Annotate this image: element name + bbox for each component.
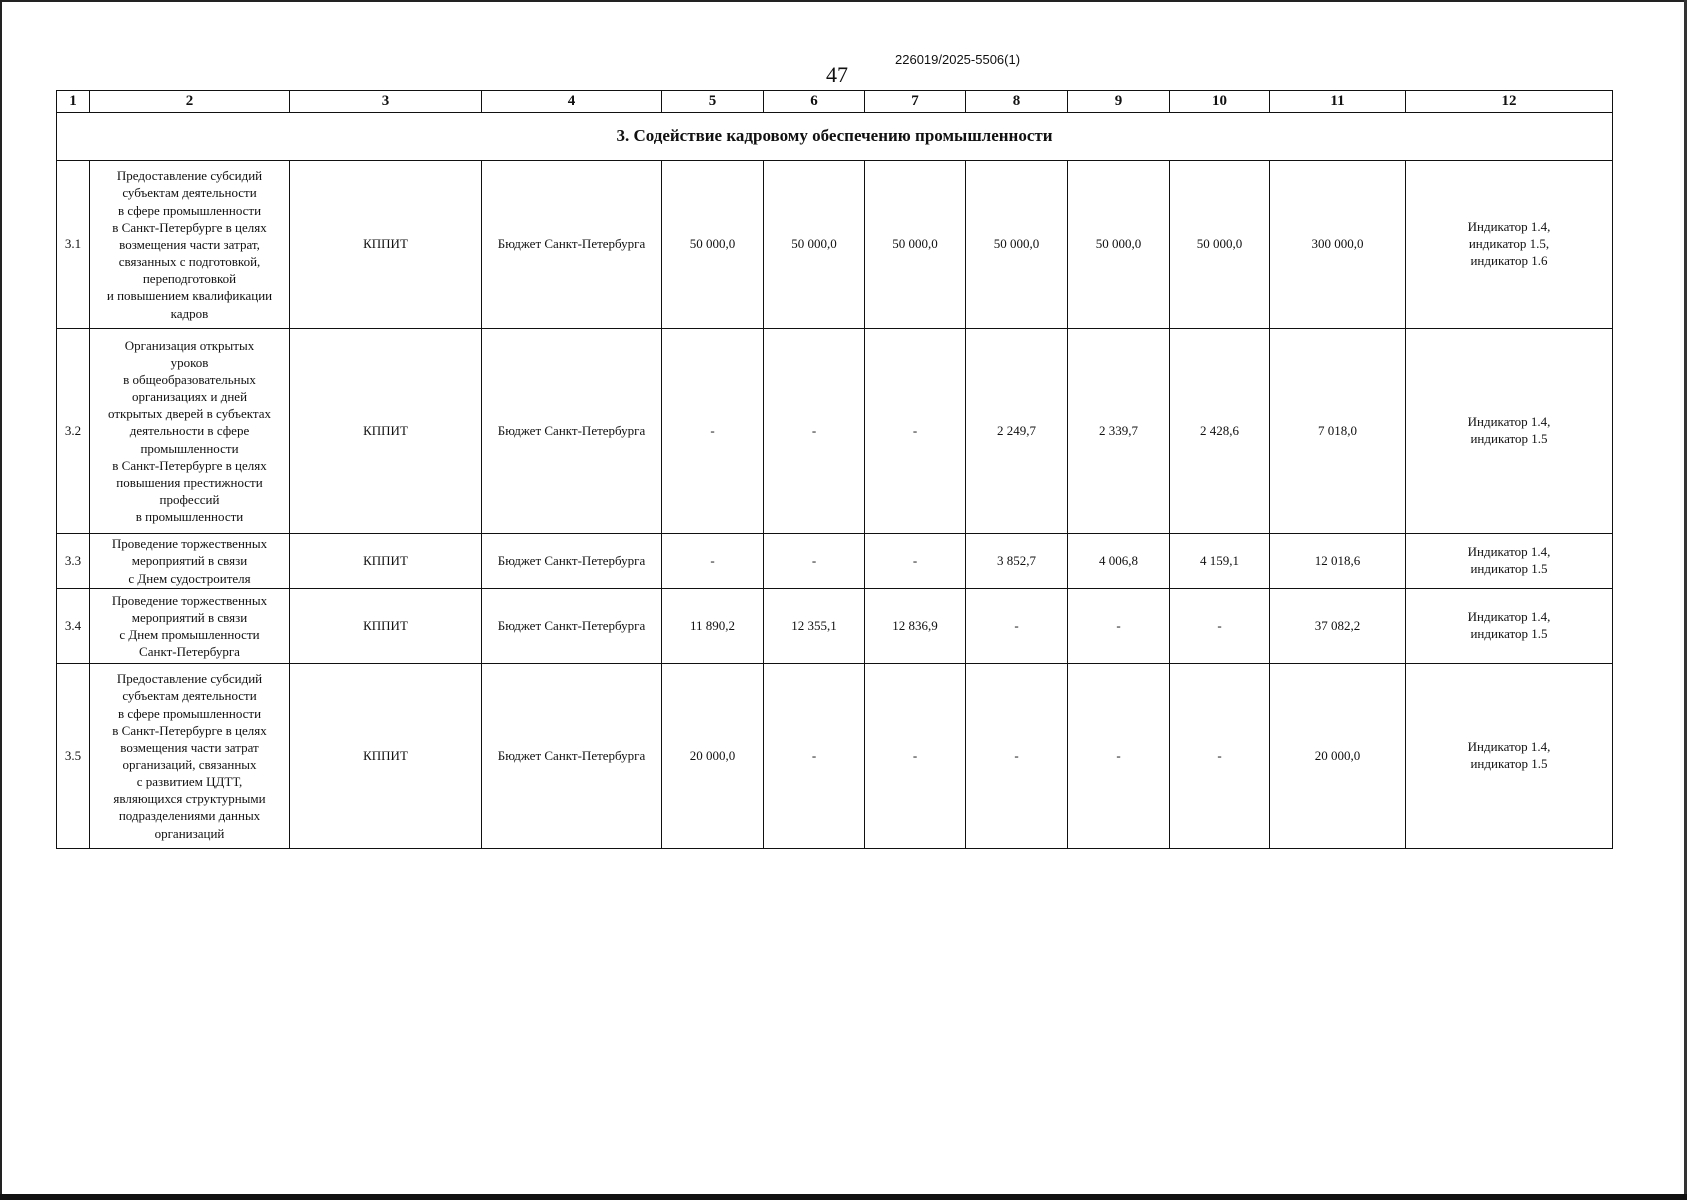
funding-source: Бюджет Санкт-Петербурга (482, 589, 662, 664)
table-row (57, 589, 1613, 664)
value-cell: 4 006,8 (1068, 534, 1170, 589)
column-header: 6 (764, 91, 865, 113)
row-number: 3.2 (57, 329, 90, 534)
value-cell: - (662, 329, 764, 534)
registration-number: 226019/2025-5506(1) (895, 52, 1021, 67)
total-cell: 12 018,6 (1270, 534, 1406, 589)
column-header: 4 (482, 91, 662, 113)
funding-source: Бюджет Санкт-Петербурга (482, 329, 662, 534)
value-cell: 50 000,0 (865, 161, 966, 329)
value-cell: - (966, 589, 1068, 664)
value-cell: - (966, 664, 1068, 849)
value-cell: 50 000,0 (1170, 161, 1270, 329)
table-row (57, 329, 1613, 534)
row-number: 3.5 (57, 664, 90, 849)
column-header: 9 (1068, 91, 1170, 113)
column-header: 3 (290, 91, 482, 113)
column-header: 5 (662, 91, 764, 113)
indicators: Индикатор 1.4, индикатор 1.5 (1406, 329, 1613, 534)
value-cell: - (662, 534, 764, 589)
activity-name: Предоставление субсидий субъектам деятельности в сфере промышленности в Санкт-Петербурге в целях возмещения части затрат, связанных с подготовкой, переподготовкой и повышением квалификации кадров (90, 161, 290, 329)
scan-edge-bottom (0, 1194, 1687, 1200)
value-cell: 2 428,6 (1170, 329, 1270, 534)
table-row (57, 534, 1613, 589)
value-cell: - (865, 534, 966, 589)
indicators: Индикатор 1.4, индикатор 1.5 (1406, 534, 1613, 589)
column-header: 10 (1170, 91, 1270, 113)
page-number: 47 (826, 62, 848, 87)
total-cell: 20 000,0 (1270, 664, 1406, 849)
value-cell: - (1170, 589, 1270, 664)
total-cell: 300 000,0 (1270, 161, 1406, 329)
activity-name: Проведение торжественных мероприятий в связи с Днем промышленности Санкт-Петербурга (90, 589, 290, 664)
value-cell: 50 000,0 (966, 161, 1068, 329)
total-cell: 7 018,0 (1270, 329, 1406, 534)
value-cell: 2 249,7 (966, 329, 1068, 534)
activity-name: Предоставление субсидий субъектам деятельности в сфере промышленности в Санкт-Петербурге в целях возмещения части затрат организаций, связанных с развитием ЦДТТ, являющихся структурными подразделениями данных организаций (90, 664, 290, 849)
value-cell: 20 000,0 (662, 664, 764, 849)
value-cell: - (865, 664, 966, 849)
value-cell: 4 159,1 (1170, 534, 1270, 589)
funding-source: Бюджет Санкт-Петербурга (482, 161, 662, 329)
activity-name: Проведение торжественных мероприятий в связи с Днем судостроителя (90, 534, 290, 589)
executor: КППИТ (290, 161, 482, 329)
column-header: 12 (1406, 91, 1613, 113)
executor: КППИТ (290, 589, 482, 664)
indicators: Индикатор 1.4, индикатор 1.5 (1406, 664, 1613, 849)
column-header: 8 (966, 91, 1068, 113)
value-cell: 12 355,1 (764, 589, 865, 664)
funding-source: Бюджет Санкт-Петербурга (482, 664, 662, 849)
program-activities-table (56, 90, 1613, 849)
section-row (57, 113, 1613, 161)
value-cell: 50 000,0 (764, 161, 865, 329)
column-header: 2 (90, 91, 290, 113)
value-cell: - (1170, 664, 1270, 849)
executor: КППИТ (290, 329, 482, 534)
column-header: 7 (865, 91, 966, 113)
indicators: Индикатор 1.4, индикатор 1.5, индикатор 1.6 (1406, 161, 1613, 329)
value-cell: - (764, 664, 865, 849)
row-number: 3.3 (57, 534, 90, 589)
funding-source: Бюджет Санкт-Петербурга (482, 534, 662, 589)
value-cell: 50 000,0 (1068, 161, 1170, 329)
scan-edge-top (0, 0, 1687, 2)
value-cell: - (865, 329, 966, 534)
column-numbers-row (57, 91, 1613, 113)
column-header: 1 (57, 91, 90, 113)
indicators: Индикатор 1.4, индикатор 1.5 (1406, 589, 1613, 664)
value-cell: 3 852,7 (966, 534, 1068, 589)
section-title: 3. Содействие кадровому обеспечению промышленности (57, 113, 1613, 161)
value-cell: - (764, 329, 865, 534)
value-cell: 11 890,2 (662, 589, 764, 664)
table-row (57, 161, 1613, 329)
column-header: 11 (1270, 91, 1406, 113)
row-number: 3.4 (57, 589, 90, 664)
row-number: 3.1 (57, 161, 90, 329)
value-cell: 2 339,7 (1068, 329, 1170, 534)
value-cell: - (764, 534, 865, 589)
value-cell: - (1068, 664, 1170, 849)
table-row (57, 664, 1613, 849)
value-cell: 12 836,9 (865, 589, 966, 664)
executor: КППИТ (290, 664, 482, 849)
activity-name: Организация открытых уроков в общеобразовательных организациях и дней открытых дверей в субъектах деятельности в сфере промышленности в Санкт-Петербурге в целях повышения престижности профессий в промышленности (90, 329, 290, 534)
value-cell: - (1068, 589, 1170, 664)
executor: КППИТ (290, 534, 482, 589)
value-cell: 50 000,0 (662, 161, 764, 329)
total-cell: 37 082,2 (1270, 589, 1406, 664)
scan-edge-left (0, 0, 2, 1200)
